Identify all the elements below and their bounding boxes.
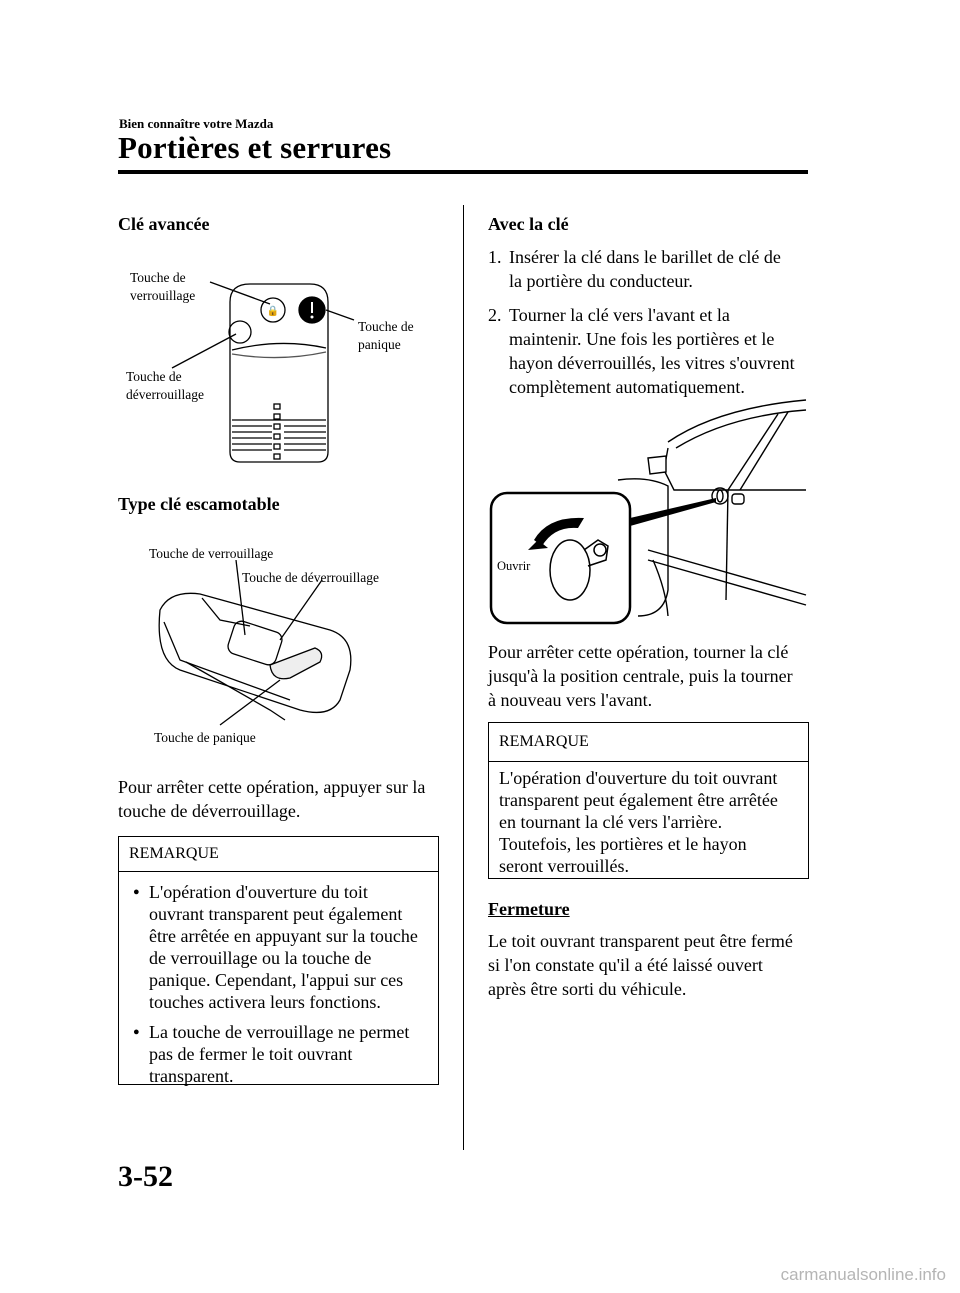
- closing-heading: Fermeture: [488, 899, 570, 919]
- closing-text: Le toit ouvrant transparent peut être fermé si l'on constate qu'il a été laissé ouvert après être sorti du véhicule.: [488, 931, 793, 999]
- advanced-panic-label: Touche de panique: [358, 319, 414, 352]
- list-item: 1. Insérer la clé dans le barillet de clé de la portière du conducteur.: [488, 247, 781, 291]
- retractable-key-heading: Type clé escamotable: [118, 494, 280, 514]
- right-instruction: Pour arrêter cette opération, tourner la clé jusqu'à la position centrale, puis la tourner à nouveau vers l'avant.: [488, 642, 793, 710]
- retractable-unlock-label: Touche de déverrouillage: [242, 570, 379, 585]
- note-box-right: [488, 722, 809, 879]
- advanced-key-heading: Clé avancée: [118, 214, 210, 234]
- with-key-heading: Avec la clé: [488, 214, 569, 234]
- list-item: ● L'opération d'ouverture du toit ouvrant transparent peut également être arrêtée en appuyant sur la touche de verrouillage ou la touche de panique. Cependant, l'appui sur ces touches activera leurs fonctions.: [133, 882, 418, 1012]
- note-title: REMARQUE: [119, 837, 438, 872]
- with-key-steps: [488, 245, 813, 409]
- note-body: L'opération d'ouverture du toit ouvrant transparent peut également être arrêtée en tournant la clé vers l'arrière. Toutefois, les portières et le hayon seront verrouillés.: [499, 768, 778, 876]
- note-body: [119, 872, 438, 1101]
- open-label: Ouvrir: [497, 559, 531, 573]
- advanced-unlock-label: Touche de déverrouillage: [126, 369, 204, 402]
- list-item: 2. Tourner la clé vers l'avant et la maintenir. Une fois les portières et le hayon déverrouillés, les vitres s'ouvrent complètement automatiquement.: [488, 305, 795, 397]
- page-number: 3-52: [118, 1160, 173, 1193]
- list-item: ● La touche de verrouillage ne permet pas de fermer le toit ouvrant transparent.: [133, 1022, 410, 1086]
- left-instruction: Pour arrêter cette opération, appuyer sur la touche de déverrouillage.: [118, 777, 426, 821]
- title-rule: [118, 170, 808, 174]
- svg-text:🔒: 🔒: [266, 306, 280, 317]
- retractable-key-illustration: [140, 560, 420, 740]
- retractable-panic-label: Touche de panique: [154, 730, 256, 745]
- car-door-illustration: [488, 390, 808, 630]
- advanced-lock-label: Touche de verrouillage: [130, 270, 196, 303]
- retractable-lock-label: Touche de verrouillage: [149, 546, 274, 561]
- note-box-left: [118, 836, 439, 1085]
- column-divider: [463, 205, 464, 1150]
- section-label: Bien connaître votre Mazda: [119, 116, 274, 131]
- watermark: carmanualsonline.info: [780, 1265, 946, 1284]
- page-title: Portières et serrures: [118, 130, 392, 165]
- note-title: REMARQUE: [489, 723, 808, 762]
